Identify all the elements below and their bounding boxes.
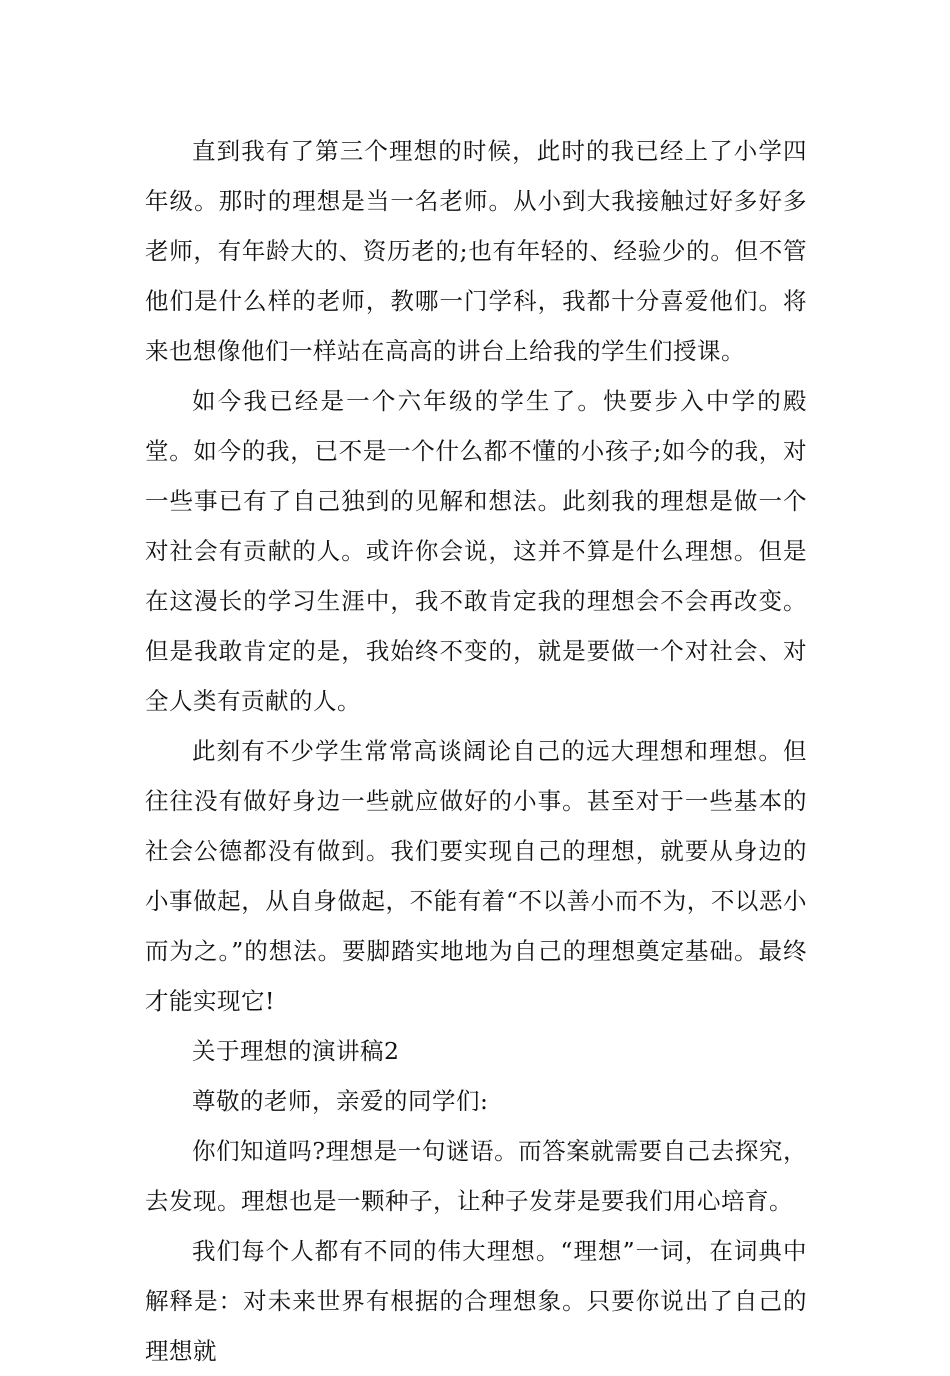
paragraph-small-things: 此刻有不少学生常常高谈阔论自己的远大理想和理想。但往往没有做好身边一些就应做好的小事。甚至对于一些基本的社会公德都没有做到。我们要实现自己的理想，就要从身边的小事做起，从自身做起，不能有着“不以善小而不为，不以恶小而为之。”的想法。要脚踏实地地为自己的理想奠定基础。最终才能实现它! [145, 737, 807, 1015]
document-body [145, 126, 807, 1376]
speech-greeting: 尊敬的老师，亲爱的同学们: [192, 1087, 489, 1115]
paragraph-sixth-grade: 如今我已经是一个六年级的学生了。快要步入中学的殿堂。如今的我，已不是一个什么都不懂的小孩子;如今的我，对一些事已有了自己独到的见解和想法。此刻我的理想是做一个对社会有贡献的人。或许你会说，这并不算是什么理想。但是在这漫长的学习生涯中，我不敢肯定我的理想会不会再改变。但是我敢肯定的是，我始终不变的，就是要做一个对社会、对全人类有贡献的人。 [145, 387, 807, 715]
speech-title: 关于理想的演讲稿2 [192, 1037, 400, 1065]
paragraph-riddle: 你们知道吗?理想是一句谜语。而答案就需要自己去探究，去发现。理想也是一颗种子，让种子发芽是要我们用心培育。 [145, 1137, 807, 1215]
paragraph-teacher-dream: 直到我有了第三个理想的时候，此时的我已经上了小学四年级。那时的理想是当一名老师。从小到大我接触过好多好多老师，有年龄大的、资历老的;也有年轻的、经验少的。但不管他们是什么样的老师，教哪一门学科，我都十分喜爱他们。将来也想像他们一样站在高高的讲台上给我的学生们授课。 [145, 137, 807, 365]
paragraph-definition: 我们每个人都有不同的伟大理想。“理想”一词，在词典中解释是：对未来世界有根据的合理想象。只要你说出了自己的理想就 [145, 1237, 807, 1365]
